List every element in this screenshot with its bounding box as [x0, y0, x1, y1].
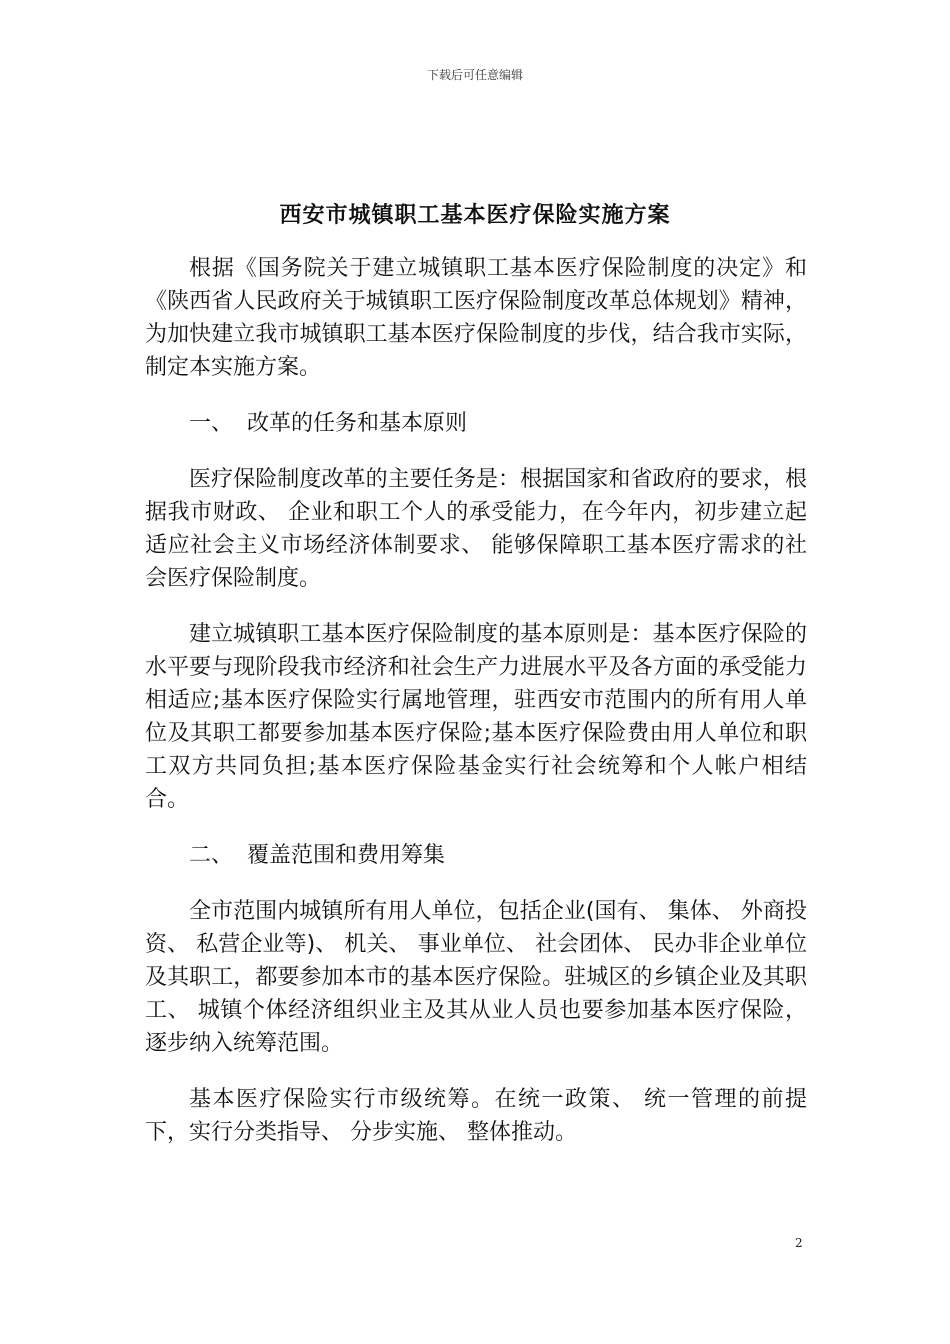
document-title: 西安市城镇职工基本医疗保险实施方案	[279, 203, 671, 228]
page-number: 2	[795, 1236, 803, 1250]
document-body	[145, 252, 807, 1172]
paragraph-coverage: 全市范围内城镇所有用人单位，包括企业(国有、 集体、 外商投资、 私营企业等)、 机关、 事业单位、 社会团体、 民办非企业单位及其职工，都要参加本市的基本医疗保险。驻城区的乡镇企业及其职工、 城镇个体经济组织业主及其从业人员也要参加基本医疗保险，逐步纳入统筹范围。	[145, 899, 807, 1056]
section-heading-2: 二、 覆盖范围和费用筹集	[189, 843, 445, 868]
section-heading-1: 一、 改革的任务和基本原则	[189, 411, 467, 436]
paragraph-city-level-pooling: 基本医疗保险实行市级统筹。在统一政策、 统一管理的前提下，实行分类指导、 分步实施、 整体推动。	[145, 1087, 807, 1145]
paragraph-basic-principles: 建立城镇职工基本医疗保险制度的基本原则是：基本医疗保险的水平要与现阶段我市经济和社会生产力进展水平及各方面的承受能力相适应;基本医疗保险实行属地管理，驻西安市范围内的所有用人单位及其职工都要参加基本医疗保险;基本医疗保险费由用人单位和职工双方共同负担;基本医疗保险基金实行社会统筹和个人帐户相结合。	[145, 622, 807, 812]
header-note: 下载后可任意编辑	[426, 68, 523, 82]
paragraph-main-tasks: 医疗保险制度改革的主要任务是：根据国家和省政府的要求，根据我市财政、 企业和职工个人的承受能力，在今年内，初步建立起适应社会主义市场经济体制要求、 能够保障职工基本医疗需求的社会医疗保险制度。	[145, 467, 807, 591]
paragraph-intro: 根据《国务院关于建立城镇职工基本医疗保险制度的决定》和《陕西省人民政府关于城镇职工医疗保险制度改革总体规划》精神，为加快建立我市城镇职工基本医疗保险制度的步伐，结合我市实际，制定本实施方案。	[145, 256, 807, 380]
